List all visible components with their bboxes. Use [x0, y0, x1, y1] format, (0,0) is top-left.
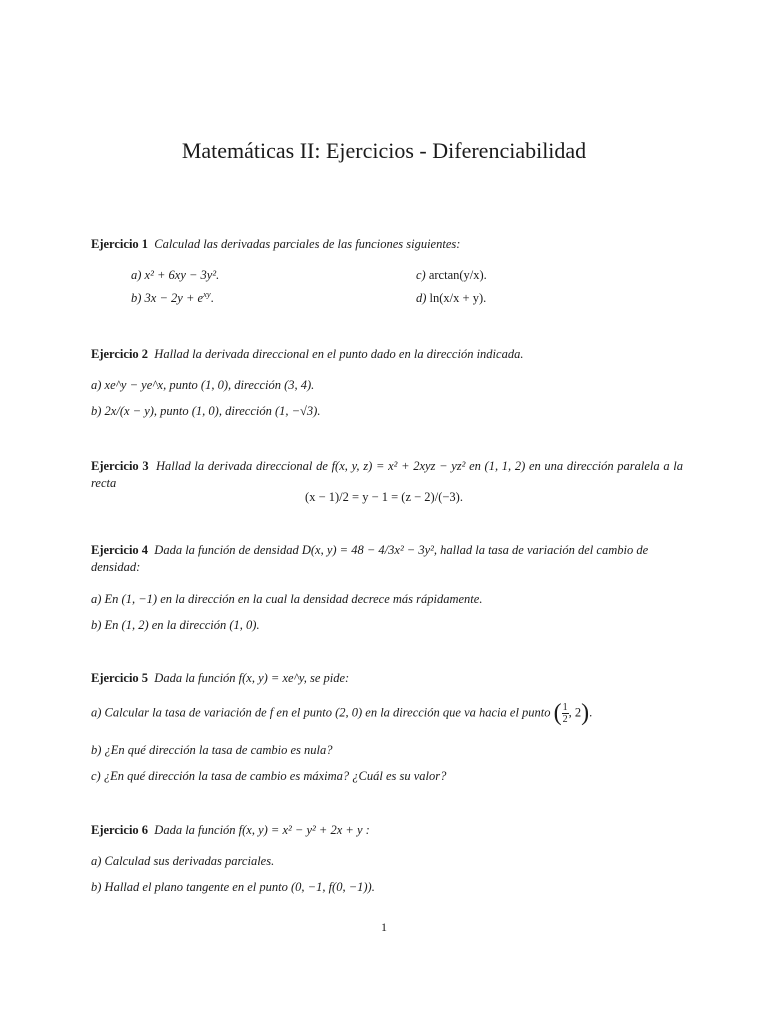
exercise-1-item-c: c) arctan(y/x).: [416, 268, 487, 282]
exercise-1-item-b: b) $3x - 2y + e^{xy}$.: [131, 288, 214, 305]
right-paren: ): [581, 700, 590, 726]
page-number: 1: [381, 920, 387, 934]
exercise-5-label: Ejercicio 5: [91, 671, 149, 685]
exercise-5-item-b: b) ¿En qué dirección la tasa de cambio es nula?: [91, 743, 333, 757]
exercise-6-label: Ejercicio 6: [91, 823, 149, 837]
exercise-2: [91, 346, 683, 363]
exercise-2-item-a: a) xe^y − ye^x, punto (1, 0), dirección (3, 4).: [91, 378, 315, 392]
exercise-3-text: Hallad la derivada direccional de f(x, y, z) = x² + 2xyz − yz² en (1, 1, 2) en una dirección paralela a la recta: [91, 459, 684, 490]
exercise-5-text: Dada la función f(x, y) = xe^y, se pide:: [154, 671, 350, 685]
exercise-4-text: Dada la función de densidad D(x, y) = 48 − 4/3x² − 3y², hallad la tasa de variación del cambio de densidad:: [91, 543, 649, 574]
exercise-6-item-a: a) Calculad sus derivadas parciales.: [91, 854, 275, 868]
exercise-3-equation: (x − 1)/2 = y − 1 = (z − 2)/(−3).: [305, 490, 463, 504]
exercise-1-text: Calculad las derivadas parciales de las funciones siguientes:: [154, 237, 461, 251]
exercise-2-item-b: b) 2x/(x − y), punto (1, 0), dirección (1, −√3).: [91, 404, 321, 418]
exercise-5: [91, 670, 683, 687]
exercise-1-item-d: d) ln(x/x + y).: [416, 291, 487, 305]
page-title: Matemáticas II: Ejercicios - Diferenciabilidad: [181, 138, 587, 163]
exercise-1: [91, 236, 683, 253]
exercise-4-label: Ejercicio 4: [91, 543, 149, 557]
exercise-5-item-a: a) Calcular la tasa de variación de f en el punto (2, 0) en la dirección que va hacia el punto ( $\frac{1}{2}$ , 2).: [91, 700, 593, 726]
exercise-3-label: Ejercicio 3: [91, 459, 149, 473]
exercise-6: [91, 822, 683, 839]
fraction: $\frac{1}{2}$: [562, 702, 568, 725]
exercise-2-text: Hallad la derivada direccional en el punto dado en la dirección indicada.: [154, 347, 524, 361]
exercise-4: [91, 542, 683, 576]
exercise-6-text: Dada la función f(x, y) = x² − y² + 2x + y :: [154, 823, 370, 837]
left-paren: (: [553, 700, 562, 726]
exercise-2-label: Ejercicio 2: [91, 347, 149, 361]
exercise-1-label: Ejercicio 1: [91, 237, 149, 251]
exercise-5-item-c: c) ¿En qué dirección la tasa de cambio es máxima? ¿Cuál es su valor?: [91, 769, 447, 783]
exercise-4-item-b: b) En (1, 2) en la dirección (1, 0).: [91, 618, 260, 632]
exercise-6-item-b: b) Hallad el plano tangente en el punto (0, −1, f(0, −1)).: [91, 880, 375, 894]
exercise-1-item-a: a) x² + 6xy − 3y².: [131, 268, 220, 282]
exercise-4-item-a: a) En (1, −1) en la dirección en la cual la densidad decrece más rápidamente.: [91, 592, 483, 606]
exercise-3: [91, 458, 683, 492]
